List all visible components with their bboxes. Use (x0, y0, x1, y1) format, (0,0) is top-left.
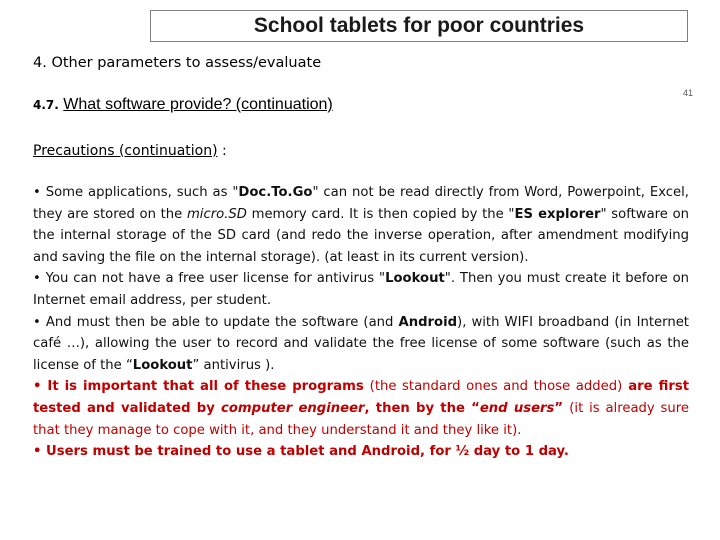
es-explorer-term: ES explorer (514, 206, 601, 222)
bullet-3-text-a: • And must then be able to update the software (and (33, 314, 399, 330)
bullet-4-text-e: ” (554, 400, 570, 416)
doc-to-go-term: Doc.To.Go (238, 185, 313, 200)
title-box (150, 10, 688, 42)
bullet-1-text-d: " software on the internal storage of the SD card (and redo the inverse operation, after amendment modifying and saving the file on the internal storage). (at least in its current version). (33, 206, 690, 265)
bullet-4-text-a: • It is important that all of these programs (33, 379, 370, 395)
page-number: 41 (683, 88, 694, 98)
page-title: School tablets for poor countries (253, 14, 585, 37)
subsection-heading (33, 96, 333, 114)
bullet-4-text-d: , then by the “ (364, 400, 480, 416)
bullet-5 (33, 441, 689, 463)
computer-engineer-term: computer engineer (221, 400, 365, 416)
bullet-list (33, 182, 689, 463)
precautions-label: Precautions (continuation) (33, 143, 218, 159)
bullet-3-text-b: ), with WIFI broadband (in Internet café …), allowing the user to record and validate the free license of some software (such as the license of the “ (33, 314, 689, 373)
bullet-4-text-c: are first tested and validated by (33, 379, 689, 416)
lookout-term-2: Lookout (132, 357, 193, 373)
bullet-3 (33, 312, 689, 377)
subsection-title: What software provide? (continuation) (63, 96, 333, 113)
end-users-term: end users (479, 400, 555, 416)
section-heading: 4. Other parameters to assess/evaluate (33, 55, 322, 71)
bullet-1-text-a: • Some applications, such as " (33, 185, 239, 200)
bullet-2-text-b: ". Then you must create it before on Internet email address, per student. (33, 271, 690, 308)
precautions-heading (33, 143, 227, 159)
bullet-5-text: • Users must be trained to use a tablet and Android, for ½ day to 1 day. (33, 444, 569, 460)
bullet-1-text-c: memory card. It is then copied by the " (246, 206, 515, 222)
bullet-4-text-b: (the standard ones and those added) (369, 379, 623, 395)
bullet-4-text-f: (it is already sure that they manage to cope with it, and they understand it and they like it). (33, 400, 690, 438)
bullet-1-text-b: " can not be read directly from Word, Powerpoint, Excel, they are stored on the (33, 185, 689, 222)
bullet-3-text-c: ” antivirus ). (192, 357, 275, 373)
bullet-1 (33, 182, 689, 268)
lookout-term: Lookout (385, 271, 445, 287)
micro-sd-term: micro.SD (186, 206, 247, 222)
bullet-2-text-a: • You can not have a free user license for antivirus " (33, 271, 386, 287)
android-term: Android (398, 314, 458, 330)
precautions-suffix: : (217, 143, 227, 159)
bullet-2 (33, 268, 689, 311)
bullet-4 (33, 376, 689, 441)
subsection-number: 4.7. (33, 98, 59, 112)
